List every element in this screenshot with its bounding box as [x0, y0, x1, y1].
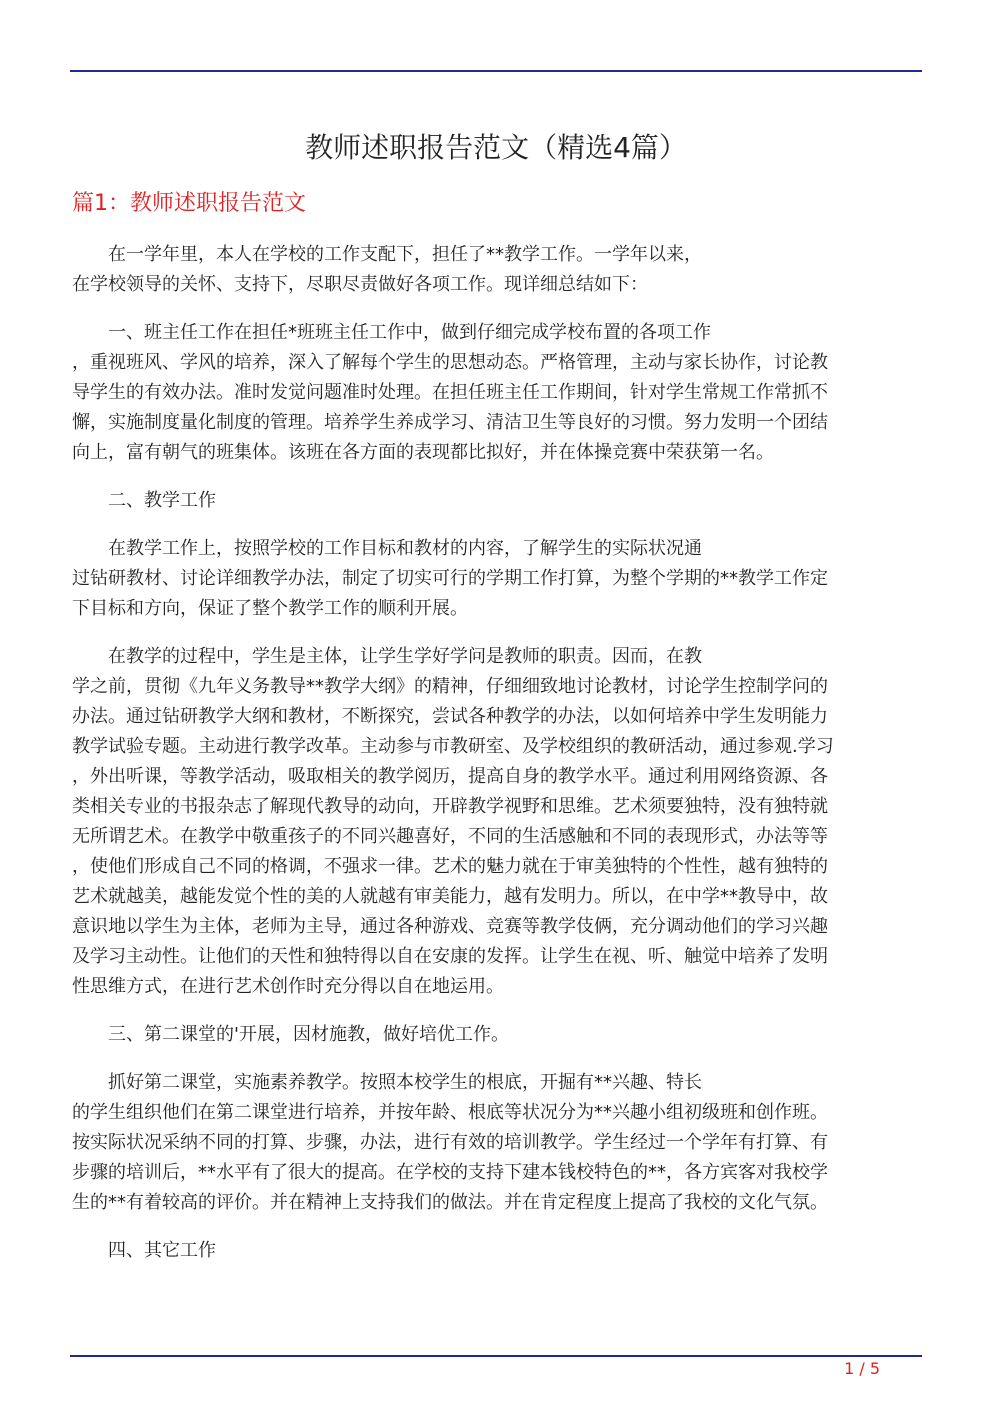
footer-rule — [70, 1355, 922, 1357]
text-line: 下目标和方向，保证了整个教学工作的顺利开展。 — [72, 598, 468, 619]
text-line: 性思维方式，在进行艺术创作时充分得以自在地运用。 — [72, 976, 504, 997]
paragraph — [72, 534, 912, 624]
text-line: 学之前，贯彻《九年义务教导**教学大纲》的精神，仔细细致地讨论教材，讨论学生控制学问的 — [72, 676, 828, 697]
text-line: 无所谓艺术。在教学中敬重孩子的不同兴趣喜好，不同的生活感触和不同的表现形式，办法等等 — [72, 826, 828, 847]
paragraph — [72, 240, 912, 300]
text-line: 在学校领导的关怀、支持下，尽职尽责做好各项工作。现详细总结如下： — [72, 274, 648, 295]
text-line: 过钻研教材、讨论详细教学办法，制定了切实可行的学期工作打算，为整个学期的**教学工作定 — [72, 568, 828, 589]
text-line: 类相关专业的书报杂志了解现代教导的动向，开辟教学视野和思维。艺术须要独特，没有独特就 — [72, 796, 828, 817]
text-line: 一、班主任工作在担任*班班主任工作中，做到仔细完成学校布置的各项工作 — [108, 322, 711, 343]
paragraph — [72, 1236, 912, 1266]
text-line: 教学试验专题。主动进行教学改革。主动参与市教研室、及学校组织的教研活动，通过参观.学习 — [72, 736, 834, 757]
document-body — [72, 240, 912, 1284]
paragraph — [72, 318, 912, 468]
text-line: ，重视班风、学风的培养，深入了解每个学生的思想动态。严格管理，主动与家长协作，讨论教 — [72, 352, 828, 373]
section-heading: 篇1：教师述职报告范文 — [72, 191, 306, 216]
paragraph — [72, 1068, 912, 1218]
text-line: 步骤的培训后，**水平有了很大的提高。在学校的支持下建本钱校特色的**，各方宾客对我校学 — [72, 1162, 828, 1183]
page-number: 1 / 5 — [844, 1359, 880, 1378]
text-line: 办法。通过钻研教学大纲和教材，不断探究，尝试各种教学的办法，以如何培养中学生发明能力 — [72, 706, 828, 727]
text-line: 及学习主动性。让他们的天性和独特得以自在安康的发挥。让学生在视、听、触觉中培养了发明 — [72, 946, 828, 967]
text-line: 在教学工作上，按照学校的工作目标和教材的内容，了解学生的实际状况通 — [108, 538, 702, 559]
paragraph — [72, 486, 912, 516]
text-line: 导学生的有效办法。准时发觉问题准时处理。在担任班主任工作期间，针对学生常规工作常抓不 — [72, 382, 828, 403]
text-line: 四、其它工作 — [108, 1240, 216, 1261]
text-line: 意识地以学生为主体，老师为主导，通过各种游戏、竞赛等教学伎俩，充分调动他们的学习兴趣 — [72, 916, 828, 937]
text-line: 的学生组织他们在第二课堂进行培养，并按年龄、根底等状况分为**兴趣小组初级班和创作班。 — [72, 1102, 828, 1123]
text-line: 生的**有着较高的评价。并在精神上支持我们的做法。并在肯定程度上提高了我校的文化气氛。 — [72, 1192, 828, 1213]
text-line: 懈，实施制度量化制度的管理。培养学生养成学习、清洁卫生等良好的习惯。努力发明一个团结 — [72, 412, 828, 433]
paragraph — [72, 1020, 912, 1050]
text-line: 向上，富有朝气的班集体。该班在各方面的表现都比拟好，并在体操竞赛中荣获第一名。 — [72, 442, 774, 463]
document-title: 教师述职报告范文（精选4篇） — [305, 131, 687, 164]
text-line: ，使他们形成自己不同的格调，不强求一律。艺术的魅力就在于审美独特的个性性，越有独特的 — [72, 856, 828, 877]
text-line: 艺术就越美，越能发觉个性的美的人就越有审美能力，越有发明力。所以，在中学**教导中，故 — [72, 886, 828, 907]
text-line: 二、教学工作 — [108, 490, 216, 511]
paragraph — [72, 642, 912, 1002]
text-line: 抓好第二课堂，实施素养教学。按照本校学生的根底，开掘有**兴趣、特长 — [108, 1072, 702, 1093]
text-line: 三、第二课堂的'开展，因材施教，做好培优工作。 — [108, 1024, 509, 1045]
header-rule — [70, 70, 922, 72]
text-line: 按实际状况采纳不同的打算、步骤，办法，进行有效的培训教学。学生经过一个学年有打算、有 — [72, 1132, 828, 1153]
text-line: 在一学年里，本人在学校的工作支配下，担任了**教学工作。一学年以来， — [108, 244, 702, 265]
text-line: 在教学的过程中，学生是主体，让学生学好学问是教师的职责。因而，在教 — [108, 646, 702, 667]
text-line: ，外出听课，等教学活动，吸取相关的教学阅历，提高自身的教学水平。通过利用网络资源、各 — [72, 766, 828, 787]
